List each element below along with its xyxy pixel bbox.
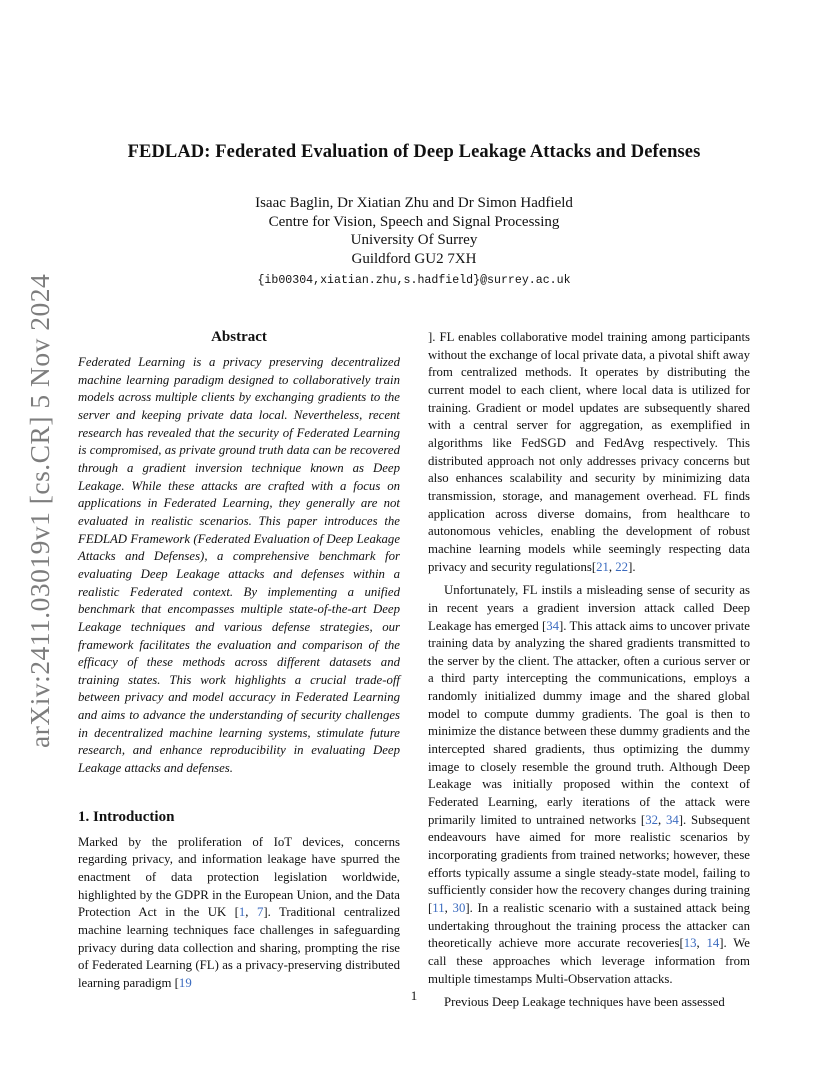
citation-link[interactable]: 34 [665,812,679,827]
intro-heading: 1. Introduction [78,808,175,825]
page-number: 1 [410,988,418,1003]
intro-paragraph-1-continued: ]. FL enables collaborative model training among participants without the exchange of local private data, a pivotal shift away from centralized methods. It operates by distributing the current model to each client, where local data is utilized for training. Gradient or model updates are subsequently shared with a central server for aggregation, as exemplified in algorithms like FedSGD and FedAvg respectively. This distributed approach not only addresses privacy concerns but also enhances scalability and security by minimizing data transmission, storage, and management overhead. FL finds application across diverse domains, from healthcare to autonomous vehicles, enabling the development of robust machine learning models while seemingly respecting data privacy and security regulations[21, 22]. [428,330,750,574]
citation-link[interactable]: 30 [452,901,466,915]
intro-paragraph-3: Previous Deep Leakage techniques have been assessed [444,995,725,1010]
citation-link[interactable]: 11 [432,901,445,915]
abstract-heading: Abstract [211,329,267,345]
citation-link[interactable]: 21 [596,559,609,574]
affiliation-line-1: Centre for Vision, Speech and Signal Processing [268,213,560,230]
left-column [78,328,400,993]
abstract-text: Federated Learning is a privacy preserving decentralized machine learning paradigm designed to collaboratively train models across multiple clients by exchanging gradients to the server and keeping private data local. Nevertheless, recent research has revealed that the security of Federated Learning is compromised, as private ground truth data can be recovered through a gradient inversion technique known as Deep Leakage. While these attacks are crafted with a focus on applications in Federated Learning, they generally are not evaluated in realistic scenarios. This paper introduces the FEDLAD Framework (Federated Evaluation of Deep Leakage Attacks and Defenses), a comprehensive benchmark for evaluating Deep Leakage attacks and defenses within a realistic Federated context. By implementing a unified benchmark that encompasses multiple state-of-the-art Deep Leakage techniques and various defense strategies, our framework facilitates the evaluation and comparison of the efficacy of these methods across different datasets and training states. This work highlights a crucial trade-off between privacy and model accuracy in Federated Learning and aims to advance the understanding of security challenges in decentralized machine learning systems, stimulate future research, and enhance reproducibility in evaluating Deep Leakage attacks and defenses. [78,355,400,776]
intro-paragraph-1: Marked by the proliferation of IoT devices, concerns regarding privacy, and information leakage have spurred the enactment of data protection legislation worldwide, highlighted by the GDPR in the European Union, and the Data Protection Act in the UK [1, 7]. Traditional centralized machine learning techniques face challenges in safeguarding privacy during data collection and sharing, prompting the rise of Federated Learning (FL) as a privacy-preserving distributed learning paradigm [19 [78,834,400,990]
citation-link[interactable]: 22 [615,559,629,574]
citation-link[interactable]: 13 [683,936,697,951]
right-column [428,329,750,1012]
citation-link[interactable]: 7 [256,905,264,920]
citation-link[interactable]: 14 [706,936,720,951]
citation-link[interactable]: 34 [546,618,560,633]
paper-title: FEDLAD: Federated Evaluation of Deep Leakage Attacks and Defenses [127,142,701,162]
affiliation-line-3: Guildford GU2 7XH [351,250,477,267]
citation-link[interactable]: 32 [645,812,658,827]
author-block [180,194,648,291]
citation-link[interactable]: 1 [238,905,246,920]
affiliation-line-2: University Of Surrey [350,232,478,249]
arxiv-identifier: arXiv:2411.03019v1 [cs.CR] 5 Nov 2024 [24,273,55,748]
authors: Isaac Baglin, Dr Xiatian Zhu and Dr Simon Hadfield [255,195,573,211]
citation-link[interactable]: 19 [178,976,192,990]
author-emails: {ib00304,xiatian.zhu,s.hadfield}@surrey.ac.uk [257,274,571,288]
intro-paragraph-2: Unfortunately, FL instils a misleading sense of security as in recent years a gradient inversion attack called Deep Leakage has emerged [34]. This attack aims to uncover private training data by analyzing the shared gradients transmitted to the server by the client. The attacker, often a curious server or a third party intercepting the communications, employs a randomly initialized dummy image and the shared global model to compute dummy gradients. The goal is then to minimize the distance between these dummy gradients and the intercepted shared gradients, thus optimizing the dummy image to closely resemble the ground truth. Although Deep Leakage was initially proposed within the context of Federated Learning, early iterations of the attack were primarily limited to untrained networks [32, 34]. Subsequent endeavours have aimed for more realistic scenarios by incorporating gradients from trained networks; however, these efforts typically assume a single steady-state model, failing to sufficiently consider how the recovery changes during training [11, 30]. In a realistic scenario with a sustained attack being undertaking throughout the training process the attacker can theoretically achieve more accurate recoveries[13, 14]. We call these approaches which leverage information from multiple timestamps Multi-Observation attacks. [428,583,751,986]
